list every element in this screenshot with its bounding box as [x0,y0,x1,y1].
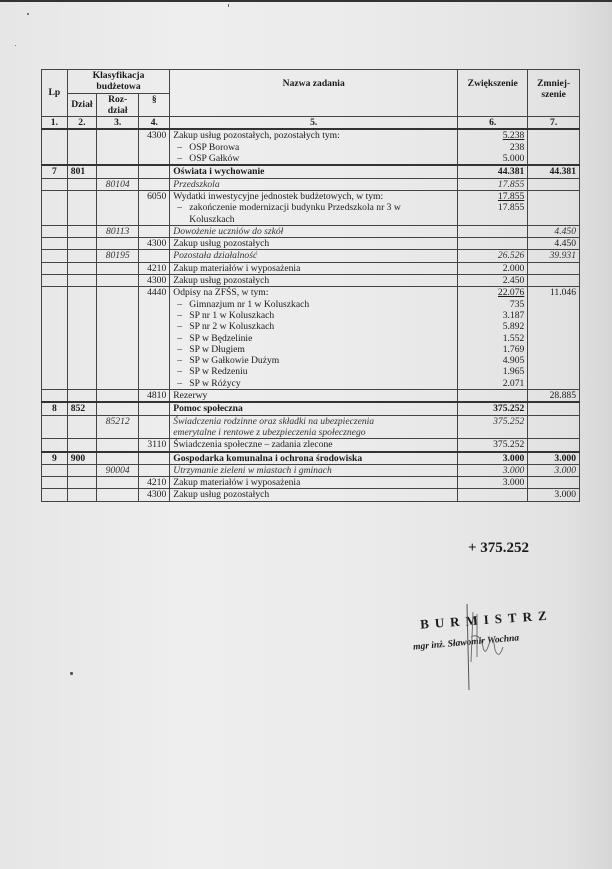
name-cell: Rezerwy [170,390,458,403]
table-row [42,190,580,225]
rozdzial-cell: 90004 [97,464,139,476]
header-klasyfikacja: Klasyfikacja budżetowa [67,70,169,94]
task-name: Odpisy na ZFŚS, w tym: [173,287,269,299]
name-cell [170,287,458,390]
increase-cell: 17.855 [458,178,528,190]
paragraf-cell: 4300 [139,275,170,287]
sub-item: – SP nr 2 w Koluszkach [173,321,454,332]
decrease-cell: 3.000 [528,452,580,465]
table-row-chapter [42,250,580,262]
table-row [42,477,580,489]
paragraf-cell: 4810 [139,390,170,403]
sub-value: 1.965 [502,366,525,378]
header-rozdzial: Roz-dział [97,93,139,117]
name-cell [170,129,458,165]
sub-item: – SP w Długiem [173,344,454,355]
name-cell: Oświata i wychowanie [170,165,458,178]
increase-cell: 2.450 [458,275,528,287]
name-cell: Zakup usług pozostałych [170,489,458,501]
increase-cell [458,129,528,165]
paragraf-cell: 6050 [139,190,170,225]
increase-value: 17.855 [497,190,525,202]
rozdzial-cell: 80195 [97,250,139,262]
stamp-name: mgr inż. Sławomir Wochna [412,633,520,653]
sub-item: – zakończenie modernizacji budynku Przedszkola nr 3 w [173,202,454,213]
increase-cell: 26.526 [458,250,528,262]
table-row [42,287,580,390]
increase-cell [458,287,528,390]
scan-speck [27,13,29,15]
lp-cell: 7 [42,165,68,178]
header-nazwa: Nazwa zadania [170,70,458,117]
dzial-cell: 801 [67,165,96,178]
task-name: Wydatki inwestycyjne jednostek budżetowych, w tym: [173,190,384,202]
decrease-cell: 4.450 [528,238,580,250]
decrease-cell: 3.000 [528,464,580,476]
dzial-cell: 900 [67,452,96,465]
name-cell [170,190,458,225]
table-row [42,129,580,165]
increase-cell: 3.000 [458,477,528,489]
header-zwiekszenie: Zwiększenie [458,70,528,117]
increase-value: 22.076 [497,287,525,299]
sub-item: – Gimnazjum nr 1 w Koluszkach [173,299,454,310]
increase-cell: 3.000 [458,452,528,465]
col-index: 2. [67,117,96,130]
increase-cell: 375.252 [458,415,528,439]
paragraf-cell: 4300 [139,489,170,501]
sub-value: 5.000 [502,153,525,165]
sub-value: 2.071 [502,377,525,389]
header-paragraf: § [139,93,170,117]
increase-cell [458,190,528,225]
rozdzial-cell: 85212 [97,415,139,439]
increase-cell: 375.252 [458,402,528,415]
sub-value: 238 [509,141,525,153]
sub-value: 17.855 [497,202,525,214]
col-index: 5. [170,117,458,130]
header-lp: Lp [42,70,68,117]
header-row [42,70,580,94]
paragraf-cell: 4300 [139,129,170,165]
lp-cell: 8 [42,402,68,415]
paragraf-cell: 4210 [139,262,170,274]
decrease-cell: 3.000 [528,489,580,501]
budget-table [41,69,580,502]
sub-item-continued: Koluszkach [189,213,235,225]
col-index: 3. [97,117,139,130]
table-row-chapter [42,178,580,190]
sub-value: 1.552 [502,332,525,344]
table-row [42,390,580,403]
task-name: Zakup usług pozostałych, pozostałych tym: [173,130,340,142]
lp-cell: 9 [42,452,68,465]
name-cell: Zakup materiałów i wyposażenia [170,477,458,489]
signature-icon [455,602,515,692]
sub-item: – SP w Redzeniu [173,366,454,377]
sub-value: 4.905 [502,355,525,367]
increase-cell: 44.381 [458,165,528,178]
scan-edge [0,0,612,2]
sub-item: – OSP Gałków [173,153,454,164]
col-index: 6. [458,117,528,130]
name-cell: Dowożenie uczniów do szkół [170,225,458,237]
header-zmniejszenie: Zmniej-szenie [528,70,580,117]
name-cell: Pomoc społeczna [170,402,458,415]
sub-item: – SP w Gałkowie Dużym [173,355,454,366]
paragraf-cell: 4210 [139,477,170,489]
sub-value: 3.187 [502,309,525,321]
table-row [42,238,580,250]
table-row [42,275,580,287]
name-cell: Świadczenia społeczne – zadania zlecone [170,439,458,452]
sub-value: 5.892 [502,321,525,333]
task-name-line1: Świadczenia rodzinne oraz składki na ubezpieczenia [173,415,375,427]
table-row-section [42,165,580,178]
name-cell: Zakup materiałów i wyposażenia [170,262,458,274]
sub-item: – SP w Będzelinie [173,333,454,344]
table-row-section [42,402,580,415]
decrease-cell: 28.885 [528,390,580,403]
stamp-title: BURMISTRZ [419,607,554,632]
header-dzial: Dział [67,93,96,117]
col-index: 4. [139,117,170,130]
table-row-chapter [42,415,580,439]
increase-value: 5.238 [502,130,525,142]
paragraf-cell: 4440 [139,287,170,390]
name-cell: Utrzymanie zieleni w miastach i gminach [170,464,458,476]
task-name-line2: emerytalne i rentowe z ubezpieczenia społecznego [173,426,366,438]
decrease-cell: 39.931 [528,250,580,262]
name-cell: Zakup usług pozostałych [170,275,458,287]
paragraf-cell: 3110 [139,439,170,452]
col-index: 1. [42,117,68,130]
scan-speck [15,45,16,46]
grand-total: + 375.252 [468,540,530,556]
rozdzial-cell: 80104 [97,178,139,190]
paragraf-cell: 4300 [139,238,170,250]
rozdzial-cell: 80113 [97,225,139,237]
name-cell [170,415,458,439]
decrease-cell: 44.381 [528,165,580,178]
increase-cell: 3.000 [458,464,528,476]
sub-item: – OSP Borowa [173,142,454,153]
column-index-row [42,117,580,130]
sub-item: – SP w Różycy [173,378,454,389]
increase-cell: 2.000 [458,262,528,274]
decrease-cell: 4.450 [528,225,580,237]
table-row-chapter [42,464,580,476]
table-row-section [42,452,580,465]
name-cell: Gospodarka komunalna i ochrona środowiska [170,452,458,465]
table-row-chapter [42,225,580,237]
name-cell: Pozostała działalność [170,250,458,262]
increase-cell: 375.252 [458,439,528,452]
name-cell: Przedszkola [170,178,458,190]
decrease-cell: 11.046 [528,287,580,390]
scan-speck [70,672,73,675]
table-row [42,439,580,452]
sub-item: – SP nr 1 w Koluszkach [173,310,454,321]
mayor-stamp [412,600,585,690]
table-row [42,489,580,501]
name-cell: Zakup usług pozostałych [170,238,458,250]
sub-value: 735 [509,298,525,310]
col-index: 7. [528,117,580,130]
scan-speck [228,4,229,7]
table-row [42,262,580,274]
sub-value: 1.769 [502,343,525,355]
dzial-cell: 852 [67,402,96,415]
